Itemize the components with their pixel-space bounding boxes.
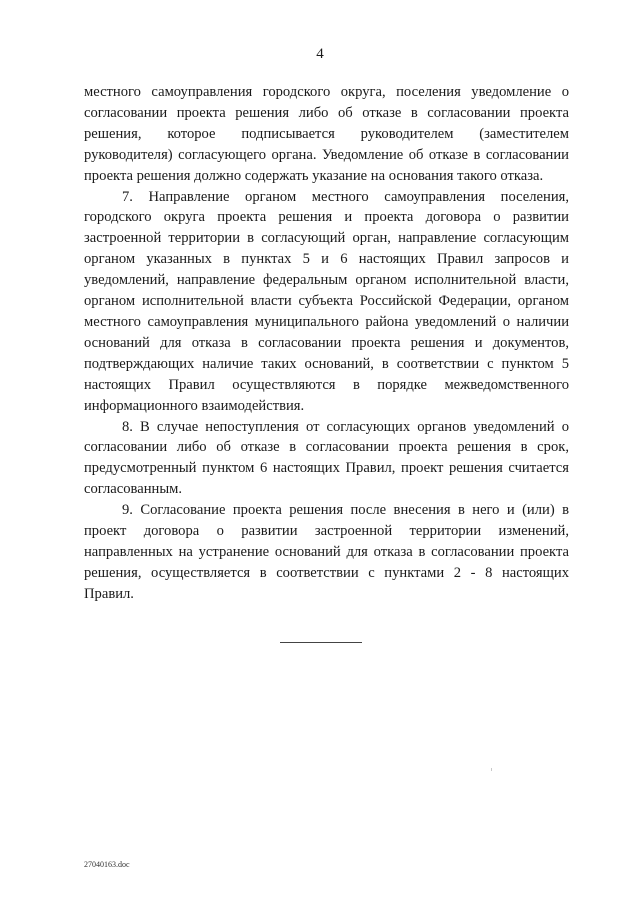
end-separator-line bbox=[280, 642, 362, 643]
stray-mark bbox=[491, 768, 492, 771]
document-body bbox=[84, 82, 569, 605]
footer-filename: 27040163.doc bbox=[84, 860, 130, 869]
paragraph-item-8: 8. В случае непоступления от согласующих органов уведомлений о согласовании либо об отказе в согласовании проекта решения в срок, предусмотренный пунктом 6 настоящих Правил, проект решения считается согласованным. bbox=[84, 418, 569, 498]
page-number: 4 bbox=[316, 46, 324, 62]
paragraph-item-9: 9. Согласование проекта решения после внесения в него и (или) в проект договора о развитии застроенной территории изменений, направленных на устранение оснований для отказа в согласовании проекта решения, осуществляется в соответствии с пунктами 2 - 8 настоящих Правил. bbox=[84, 502, 569, 602]
paragraph-item-7: 7. Направление органом местного самоуправления поселения, городского округа проекта решения и проекта договора о развитии застроенной территории в согласующий орган, направление согласующим органом указанных в пунктах 5 и 6 настоящих Правил запросов и уведомлений, направление федеральным органом исполнительной власти, органом исполнительной власти субъекта Российской Федерации, органом местного самоуправления муниципального района уведомлений о наличии оснований для отказа в согласовании проекта решения и документов, подтверждающих наличие таких оснований, в соответствии с пунктом 5 настоящих Правил осуществляются в порядке межведомственного информационного взаимодействия. bbox=[84, 188, 569, 414]
paragraph-continuation: местного самоуправления городского округа, поселения уведомление о согласовании проекта решения либо об отказе в согласовании проекта решения, которое подписывается руководителем (заместителем руководителя) согласующего органа. Уведомление об отказе в согласовании проекта решения должно содержать указание на основания такого отказа. bbox=[84, 84, 569, 184]
